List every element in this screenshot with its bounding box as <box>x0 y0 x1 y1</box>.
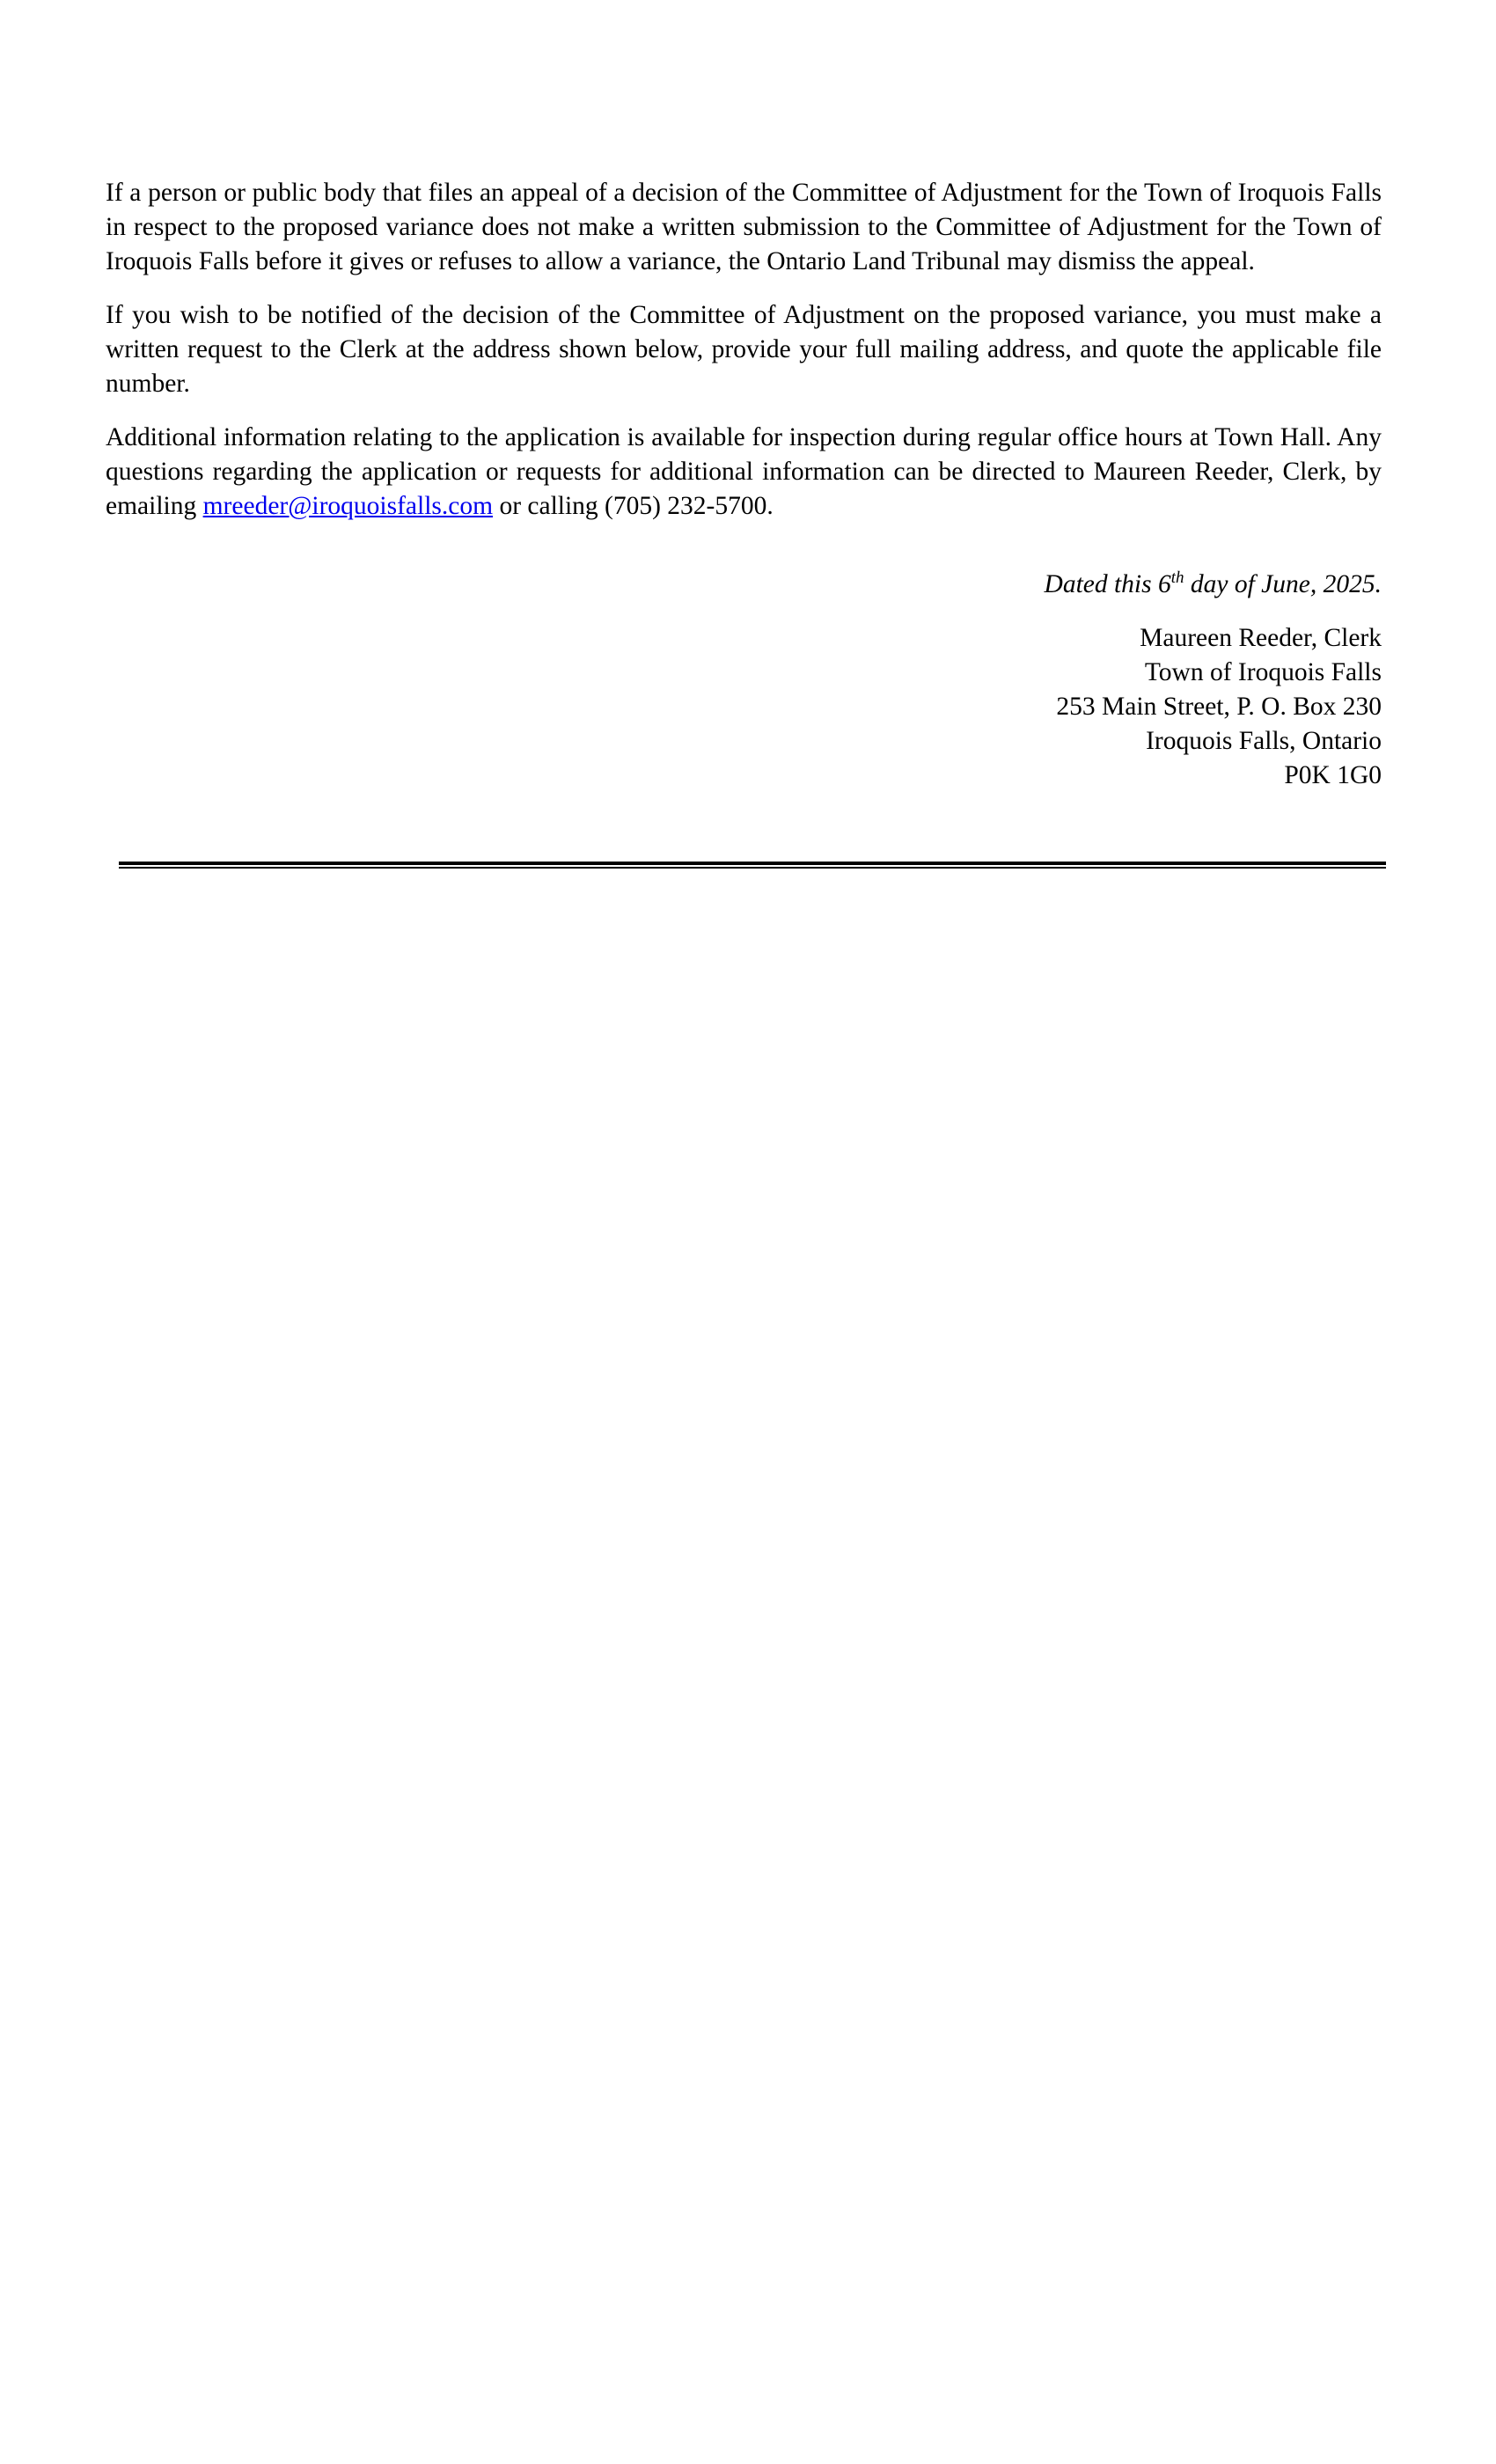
dated-line <box>106 568 1382 602</box>
additional-info-text: Additional information relating to the application is available for inspection during regular office hours at Town Hall. Any questions regarding the application or requests for additional information can be directed to Maureen Reeder, Clerk, by emailing <box>106 423 1382 520</box>
signature-city: Iroquois Falls, Ontario <box>1146 727 1382 755</box>
additional-info-paragraph <box>106 421 1382 524</box>
rule-thin-line <box>119 867 1386 869</box>
phone-text: or calling (705) 232-5700. <box>493 492 774 520</box>
signature-block <box>106 621 1382 793</box>
notification-paragraph: If you wish to be notified of the decision of the Committee of Adjustment on the proposed variance, you must make a written request to the Clerk at the address shown below, provide your full mailing address, and quote the applicable file number. <box>106 301 1382 398</box>
appeal-paragraph: If a person or public body that files an appeal of a decision of the Committee of Adjustment for the Town of Iroquois Falls in respect to the proposed variance does not make a written submission to the Committee of Adjustment for the Town of Iroquois Falls before it gives or refuses to allow a variance, the Ontario Land Tribunal may dismiss the appeal. <box>106 179 1382 275</box>
dated-ordinal-suffix: th <box>1170 568 1184 588</box>
signature-street: 253 Main Street, P. O. Box 230 <box>1056 693 1382 721</box>
dated-prefix: Dated this 6 <box>1044 570 1171 598</box>
clerk-email-link[interactable]: mreeder@iroquoisfalls.com <box>202 492 494 520</box>
notice-body <box>106 176 1382 793</box>
signature-name-title: Maureen Reeder, Clerk <box>1140 624 1382 652</box>
double-rule-divider <box>119 862 1386 869</box>
dated-suffix: day of June, 2025. <box>1184 570 1382 598</box>
signature-postal-code: P0K 1G0 <box>1284 761 1382 789</box>
rule-thick-line <box>119 862 1386 865</box>
signature-organization: Town of Iroquois Falls <box>1144 658 1382 686</box>
